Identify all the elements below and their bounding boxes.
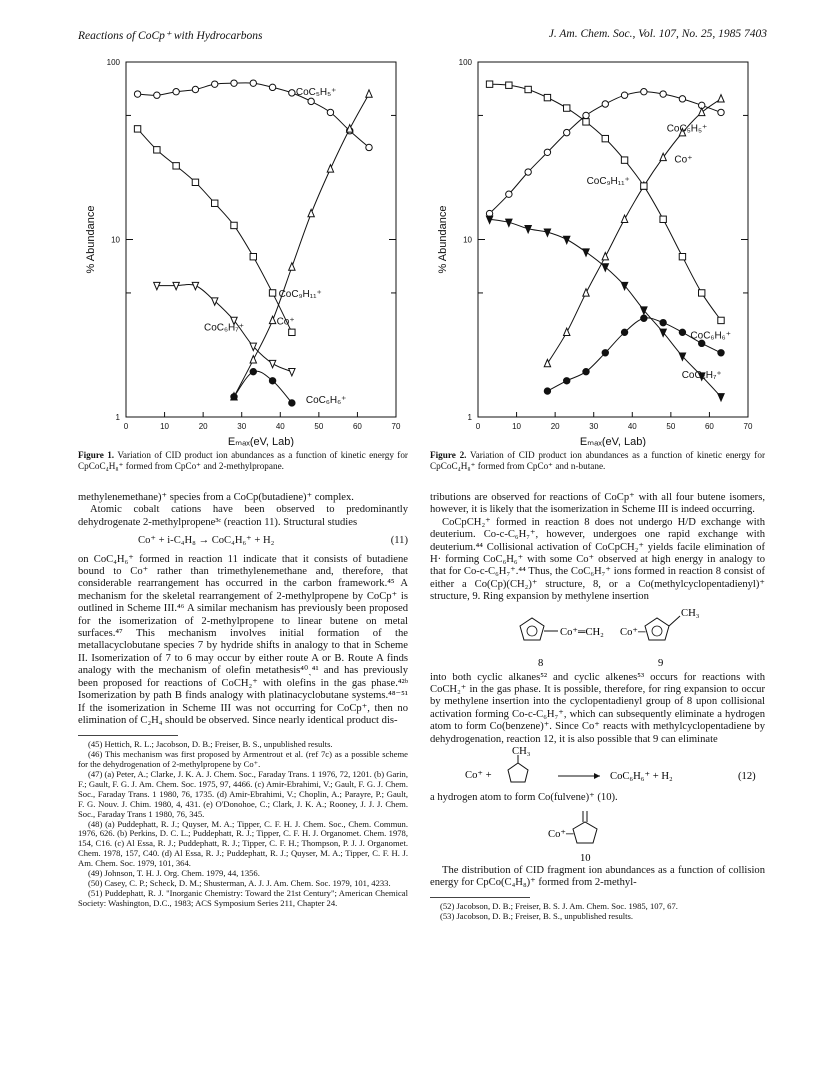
x-tick-label: 70 — [743, 422, 753, 431]
data-point — [544, 149, 550, 155]
y-tick-label: 10 — [111, 235, 120, 245]
left-paragraph-2: Atomic cobalt cations have been observed to predominantly dehydrogenate 2-methylpropene³ᶜ (reaction 11). Structural studies — [78, 504, 408, 528]
left-column-body — [78, 492, 408, 909]
data-point — [192, 282, 198, 289]
data-point — [583, 368, 589, 374]
y-tick-label: 100 — [458, 58, 472, 67]
data-point — [583, 112, 589, 118]
data-point — [154, 282, 160, 289]
data-point — [289, 329, 295, 335]
reference-item: (46) This mechanism was first proposed by Armentrout et al. (ref 7c) as a possible scheme for the dehydrogenation of 2-methylpropene by Co⁺. — [78, 749, 408, 770]
x-tick-label: 70 — [391, 422, 401, 431]
x-tick-label: 0 — [123, 422, 129, 431]
data-point — [583, 119, 589, 125]
figure-2-caption-text: Variation of CID product ion abundances as a function of kinetic energy for CpCoC₄H₈⁺ formed from CpCo⁺ and n-butane. — [430, 450, 766, 471]
data-point — [250, 80, 256, 86]
equation-12-number: (12) — [738, 771, 756, 783]
right-paragraph-4: a hydrogen atom to form Co(fulvene)⁺ (10). — [430, 792, 618, 804]
structure-9 — [620, 608, 700, 640]
x-tick-label: 60 — [352, 422, 362, 431]
reference-item: (45) Hettich, R. L.; Jacobson, D. B.; Freiser, B. S., unpublished results. — [88, 739, 333, 750]
svg-text:Co⁺─: Co⁺─ — [620, 626, 646, 638]
x-axis-label: Eₘₐₓ(eV, Lab) — [579, 436, 647, 447]
equation-11 — [78, 529, 408, 553]
x-tick-label: 20 — [550, 422, 560, 431]
data-point — [564, 236, 570, 243]
figure-1-caption-label: Figure 1. — [78, 450, 115, 460]
data-point — [564, 105, 570, 111]
right-paragraph-1: tributions are observed for reactions of CoCp⁺ with all four butene isomers, however, it is likely that the isomerization in Scheme III is indeed occurring. — [430, 492, 765, 516]
data-point — [308, 209, 314, 216]
data-point — [602, 135, 608, 141]
data-point — [289, 263, 295, 270]
right-column-body — [430, 492, 765, 922]
data-point — [154, 147, 160, 153]
x-tick-label: 40 — [275, 422, 285, 431]
x-tick-label: 50 — [666, 422, 676, 431]
data-point — [583, 249, 589, 256]
data-point — [602, 264, 608, 271]
structure-10 — [430, 805, 765, 865]
data-point — [327, 109, 333, 115]
structures-8-9 — [430, 604, 765, 672]
references-right — [430, 902, 765, 922]
data-point — [525, 86, 531, 92]
data-point — [250, 356, 256, 363]
data-point — [173, 89, 179, 95]
data-point — [289, 368, 295, 375]
data-point — [192, 179, 198, 185]
data-point — [679, 96, 685, 102]
figure-1-caption — [78, 450, 408, 471]
series-label: Co⁺ — [674, 154, 693, 166]
x-axis-label: Eₘₐₓ(eV, Lab) — [227, 436, 295, 447]
series-label: CoC₆H₆⁺ — [305, 394, 347, 406]
right-paragraph-5: The distribution of CID fragment ion abundances as a function of collision energy for CpCo(C₄H₈)⁺ formed from 2-methyl- — [430, 864, 765, 888]
series-label: CoC₅H₅⁺ — [295, 86, 337, 98]
data-point — [212, 81, 218, 87]
equation-12-rhs: CoC₆H₆⁺ + H₂ — [610, 771, 673, 783]
reference-item: (52) Jacobson, D. B.; Freiser, B. S. J. Am. Chem. Soc. 1985, 107, 67. — [440, 901, 678, 912]
series-label: CoC₉H₁₁⁺ — [278, 288, 322, 300]
data-point — [250, 254, 256, 260]
x-tick-label: 40 — [627, 422, 637, 431]
data-point — [564, 129, 570, 135]
data-point — [173, 282, 179, 289]
data-point — [564, 328, 570, 335]
figure-2-chart — [430, 52, 770, 447]
data-point — [269, 316, 275, 323]
running-header-left: Reactions of CoCp⁺ with Hydrocarbons — [78, 30, 263, 42]
series-label: CoC₆H₇⁺ — [204, 322, 244, 334]
footnote-rule-right — [430, 897, 530, 898]
data-point — [506, 82, 512, 88]
reference-item: (47) (a) Peter, A.; Clarke, J. K. A. J. Chem. Soc., Faraday Trans. 1 1976, 72, 1201. (b) Garin, F.; Gault, F. G. J. Am. Chem. Soc. 1975, 97, 4466. (c) Amir-Ebrahimi, V.; Gault, F. G. J. Chem. Soc., Faraday Trans. 1 1980, 76, 1735. (d) Amir-Ebrahimi, V.; Choplin, A.; Parayre, P.; Gault, F. G. Nouv. J. Chim. 1980, 4, 431. (e) O'Donohoe, C.; Clark, J. K. A.; Rooney, J. J. J. Chem. Soc., Faraday Trans 1 1980, 76, 345. — [78, 769, 408, 819]
equation-12-ch3: CH₃ — [512, 746, 531, 758]
data-point — [660, 216, 666, 222]
series-label: Co⁺ — [276, 316, 295, 328]
plot-frame — [478, 62, 748, 417]
data-point — [134, 126, 140, 132]
x-tick-label: 10 — [160, 422, 170, 431]
svg-text:Co⁺─: Co⁺─ — [548, 828, 574, 840]
structure-9-ch3: CH₃ — [681, 607, 700, 619]
reference-item: (48) (a) Puddephatt, R. J.; Quyser, M. A.; Tipper, C. F. H. J. Chem. Soc., Chem. Commun. 1976, 626. (b) Perkins, D. C. L.; Puddephatt, R. J.; Tipper, C. F. H. J. Organomet. Chem. 1978, 154, C16. (c) Al Essa, R. J.; Puddephatt, R. J.; Tipper, C. F. H.; Thompson, P. J. J. Organomet. Chem. 1978, 157, C40. (d) Al Essa, R. J.; Puddephatt, R. J.; Quyser, M. A.; Tipper, C. F. H. J. Am. Chem. Soc. 1979, 101, 364. — [78, 818, 408, 869]
right-paragraph-3: into both cyclic alkanes⁵² and cyclic alkenes⁵³ occurs for reactions with CoCH₂⁺ in the gas phase. It is possible, therefore, for ring expansion to occur by methylene insertion into the cyclopentadienyl group of 8 upon collisional activation forming Co-c-C₆H₇⁺, which can subsequently eliminate a hydrogen atom to form Co(benzene)⁺. Since Co⁺ reacts with methylcyclopentadiene by dehydrogenation, reaction 12, it is also possible that 9 can eliminate — [430, 671, 765, 745]
data-point — [602, 101, 608, 107]
reference-item: (53) Jacobson, D. B.; Freiser, B. S., unpublished results. — [440, 911, 634, 922]
y-axis-label: % Abundance — [437, 205, 449, 274]
x-tick-label: 30 — [237, 422, 247, 431]
left-paragraph-3: on CoC₄H₆⁺ formed in reaction 11 indicate that it consists of butadiene bound to Co⁺ rather than trimethylenemethane and, therefore, that considerable rearrangement has occurred in the carbon framework.⁴⁵ A mechanism for the skeletal rearrangement of 2-methylpropene by CoCp⁺ is outlined in Scheme III.⁴⁶ A similar mechanism has previously been proposed for the isomerization of 2-methylpropene to linear butene on metal surfaces.⁴⁷ This mechanism involves initial formation of the metallacyclobutane species 7 by hydride shifts in analogy to that in Scheme II. Isomerization of 7 to 6 may occur by either route A or B. Route A finds analogy with the mechanism of olefin metathesis⁴⁰ˎ⁴¹ and has previously been proposed for reactions of CoCH₂⁺ with olefins in the gas phase.⁴²ᵇ Isomerization by path B finds analogy with platinacyclobutane systems.⁴⁸⁻⁵¹ If the isomerization in Scheme III was not occurring for CoCp⁺, then no elimination of C₂H₄ should be observed. Since nearly identical product dis- — [78, 553, 408, 726]
data-point — [583, 289, 589, 296]
data-point — [231, 222, 237, 228]
figure-1-chart — [78, 52, 413, 447]
x-tick-label: 50 — [314, 422, 324, 431]
data-point — [289, 90, 295, 96]
data-point — [212, 298, 218, 305]
figure-2-caption — [430, 450, 765, 471]
svg-text:Co⁺═CH₂: Co⁺═CH₂ — [560, 626, 604, 638]
data-point — [269, 360, 275, 367]
structure-8 — [520, 618, 604, 640]
data-point — [366, 144, 372, 150]
data-point — [718, 350, 724, 356]
left-paragraph-1: methylenemethane)⁺ species from a CoCp(butadiene)⁺ complex. — [78, 492, 354, 503]
x-tick-label: 60 — [704, 422, 714, 431]
data-point — [718, 109, 724, 115]
series-label: CoC₅H₅⁺ — [666, 123, 708, 135]
running-header-right: J. Am. Chem. Soc., Vol. 107, No. 25, 1985 7403 — [548, 28, 767, 40]
data-point — [192, 86, 198, 92]
data-point — [718, 317, 724, 323]
data-point — [641, 315, 647, 321]
y-tick-label: 10 — [463, 235, 472, 245]
reference-item: (51) Puddephatt, R. J. "Inorganic Chemistry: Toward the 21st Century"; American Chemical Society: Washington, D.C., 1983; ACS Symposium Series 211, Chapter 24. — [78, 887, 408, 908]
x-tick-label: 30 — [589, 422, 599, 431]
data-point — [506, 191, 512, 197]
equation-11-body: Co⁺ + i-C₄H₈ → CoC₄H₆⁺ + H₂ — [138, 535, 275, 547]
data-point — [602, 253, 608, 260]
data-point — [544, 94, 550, 100]
equation-11-number: (11) — [390, 535, 408, 547]
series-label: CoC₉H₁₁⁺ — [586, 176, 630, 188]
data-point — [231, 394, 237, 400]
x-tick-label: 0 — [475, 422, 481, 431]
structure-10-label: 10 — [580, 852, 591, 864]
data-point — [621, 157, 627, 163]
footnote-rule — [78, 735, 178, 736]
data-point — [289, 400, 295, 406]
data-point — [134, 91, 140, 97]
data-point — [544, 388, 550, 394]
figure-1-caption-text: Variation of CID product ion abundances as a function of kinetic energy for CpCoC₄H₈⁺ formed from CpCo⁺ and 2-methylpropane. — [78, 450, 408, 471]
data-point — [621, 329, 627, 335]
series-line — [234, 94, 369, 397]
data-point — [679, 254, 685, 260]
data-point — [269, 290, 275, 296]
x-tick-label: 20 — [198, 422, 208, 431]
data-point — [250, 368, 256, 374]
data-point — [154, 92, 160, 98]
data-point — [525, 169, 531, 175]
data-point — [486, 81, 492, 87]
data-point — [269, 84, 275, 90]
data-point — [641, 183, 647, 189]
structure-9-label: 9 — [658, 657, 664, 669]
reference-item: (49) Johnson, T. H. J. Org. Chem. 1979, 44, 1356. — [88, 868, 260, 879]
y-tick-label: 1 — [115, 413, 120, 422]
data-point — [660, 319, 666, 325]
data-point — [679, 329, 685, 335]
data-point — [621, 92, 627, 98]
data-point — [269, 378, 275, 384]
data-point — [602, 350, 608, 356]
structure-8-label: 8 — [538, 657, 544, 669]
data-point — [327, 165, 333, 172]
data-point — [231, 80, 237, 86]
series-line — [490, 92, 721, 214]
data-point — [699, 290, 705, 296]
y-axis-label: % Abundance — [85, 205, 97, 274]
data-point — [173, 163, 179, 169]
data-point — [718, 394, 724, 401]
data-point — [366, 90, 372, 97]
x-tick-label: 10 — [512, 422, 522, 431]
series-label: CoC₆H₆⁺ — [690, 330, 732, 342]
series-line — [490, 84, 721, 320]
data-point — [718, 95, 724, 102]
data-point — [308, 98, 314, 104]
reference-item: (50) Casey, C. P.; Scheck, D. M.; Shusterman, A. J. J. Am. Chem. Soc. 1979, 101, 4233. — [88, 878, 391, 888]
data-point — [641, 89, 647, 95]
series-line — [234, 371, 292, 403]
data-point — [660, 91, 666, 97]
y-tick-label: 100 — [106, 58, 120, 67]
data-point — [212, 200, 218, 206]
references-left — [78, 740, 408, 908]
data-point — [699, 108, 705, 115]
figure-2-caption-label: Figure 2. — [430, 450, 467, 460]
y-tick-label: 1 — [467, 413, 472, 422]
data-point — [564, 378, 570, 384]
plot-frame — [126, 62, 396, 417]
equation-12 — [430, 746, 765, 792]
series-label: CoC₆H₇⁺ — [681, 370, 722, 382]
equation-12-lhs: Co⁺ + — [465, 770, 492, 782]
right-paragraph-2: CoCpCH₂⁺ formed in reaction 8 does not undergo H/D exchange with deuterium. Co-c-C₆H₇⁺, however, undergoes one rapid exchange with deuterium.⁴⁴ Collisional activation of CoCpCH₂⁺ yields facile elimination of H· forming CoC₆H₆⁺ with some Co⁺ observed at high energy in analogy to that for Co-c-C₆H₇⁺.⁴⁴ Thus, the CoC₆H₇⁺ ions formed in reaction 8 consist of either a Co(Cp)(CH₂)⁺ structure, 8, or a Co(methylcyclopentadienyl)⁺ structure, 9. Ring expansion by methylene insertion — [430, 516, 765, 603]
